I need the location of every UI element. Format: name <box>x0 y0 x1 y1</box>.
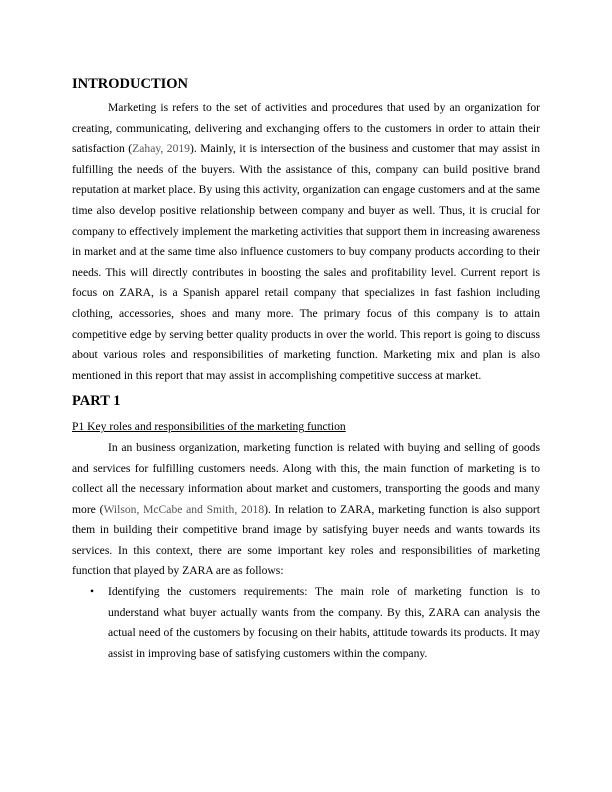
bullet-icon: • <box>90 585 95 599</box>
introduction-heading: INTRODUCTION <box>72 76 189 92</box>
part-1-paragraph <box>72 438 540 582</box>
roles-bullet-list <box>72 582 540 664</box>
part-1-text-1: In an business organization, marketing function is related with buying and selling of goods and services for fulfilling customers needs. Along with this, the main function of marketing is to collect all the necessary information about market and customers, transporting the goods and many more ( <box>72 440 540 516</box>
citation-zahay: Zahay, 2019 <box>132 142 190 156</box>
p1-subheading: P1 Key roles and responsibilities of the marketing function <box>72 420 346 434</box>
introduction-text-2: ). Mainly, it is intersection of the business and customer that may assist in fulfilling the needs of the buyers. With the assistance of this, company can build positive brand reputation at market place. By using this activity, organization can engage customers and at the same time also develop positive relationship between company and buyer as well. Thus, it is crucial for company to effectively implement the marketing activities that support them in increasing awareness in market and at the same time also influence customers to buy company products according to their needs. This will directly contributes in boosting the sales and profitability level. Current report is focus on ZARA, is a Spanish apparel retail company that specializes in fast fashion including clothing, accessories, shoes and many more. The primary focus of this company is to attain competitive edge by serving better quality products in over the world. This report is going to discuss about various roles and responsibilities of marketing function. Marketing mix and plan is also mentioned in this report that may assist in accomplishing competitive success at market. <box>72 142 540 382</box>
part-1-heading: PART 1 <box>72 393 121 410</box>
list-item <box>90 582 540 664</box>
part-1-text-2: ). In relation to ZARA, marketing function is also support them in building their competitive brand image by satisfying buyer needs and wants towards its services. In this context, there are some important key roles and responsibilities of marketing function that played by ZARA are as follows: <box>72 502 540 578</box>
bullet-text: Identifying the customers requirements: The main role of marketing function is to understand what buyer actually wants from the company. By this, ZARA can analysis the actual need of the customers by focusing on their habits, attitude towards its products. It may assist in improving base of satisfying customers within the company. <box>108 585 540 660</box>
introduction-paragraph <box>72 98 540 386</box>
citation-wilson: Wilson, McCabe and Smith, 2018 <box>103 502 265 516</box>
introduction-text-1: Marketing is refers to the set of activities and procedures that used by an organization for creating, communicating, delivering and exchanging offers to the customers in order to attain their satisfaction ( <box>72 101 540 156</box>
